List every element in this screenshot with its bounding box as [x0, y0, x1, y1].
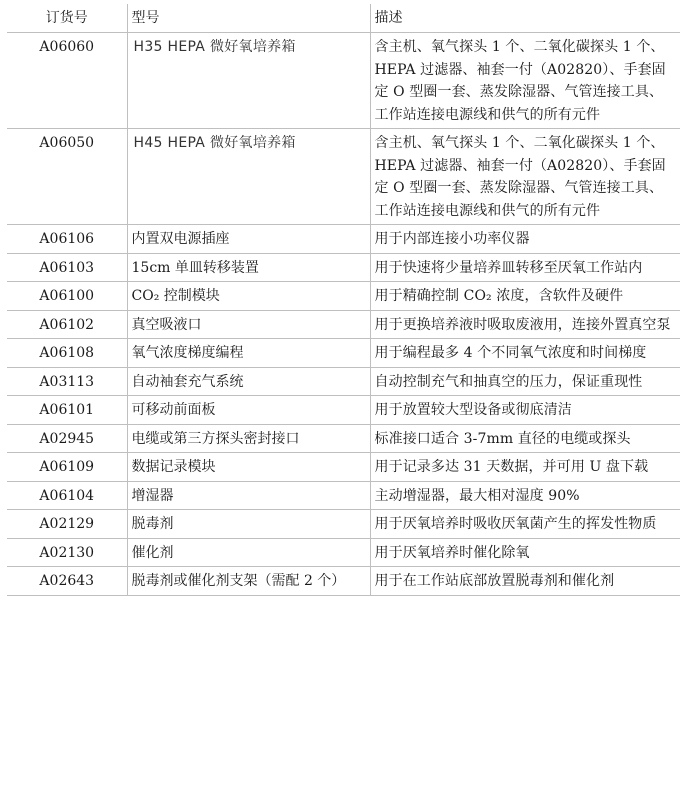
model-cell: 电缆或第三方探头密封接口: [127, 424, 370, 453]
model-cell: CO₂ 控制模块: [127, 282, 370, 311]
model-cell: 脱毒剂或催化剂支架（需配 2 个）: [127, 567, 370, 596]
table-row: [7, 538, 680, 567]
table-row: [7, 567, 680, 596]
description-cell: 自动控制充气和抽真空的压力，保证重现性: [370, 367, 680, 396]
table-row: [7, 339, 680, 368]
order-number-cell: A06102: [7, 310, 127, 339]
order-number-cell: A02945: [7, 424, 127, 453]
order-number-cell: A06050: [7, 129, 127, 225]
table-row: [7, 33, 680, 129]
model-cell: 自动袖套充气系统: [127, 367, 370, 396]
table-row: [7, 253, 680, 282]
order-number-cell: A06100: [7, 282, 127, 311]
product-table-container: [7, 4, 680, 596]
description-cell: 用于放置较大型设备或彻底清洁: [370, 396, 680, 425]
description-cell: 用于内部连接小功率仪器: [370, 225, 680, 254]
order-number-cell: A06103: [7, 253, 127, 282]
order-number-cell: A06101: [7, 396, 127, 425]
table-row: [7, 282, 680, 311]
table-row: [7, 481, 680, 510]
description-cell: 用于精确控制 CO₂ 浓度，含软件及硬件: [370, 282, 680, 311]
table-row: [7, 129, 680, 225]
model-cell: 催化剂: [127, 538, 370, 567]
order-number-cell: A06060: [7, 33, 127, 129]
description-cell: 用于厌氧培养时吸收厌氧菌产生的挥发性物质: [370, 510, 680, 539]
model-cell: H35 HEPA 微好氧培养箱: [127, 33, 370, 129]
order-number-cell: A03113: [7, 367, 127, 396]
description-cell: 用于更换培养液时吸取废液用，连接外置真空泵: [370, 310, 680, 339]
order-number-cell: A02129: [7, 510, 127, 539]
table-row: [7, 310, 680, 339]
model-cell: 脱毒剂: [127, 510, 370, 539]
order-number-cell: A02130: [7, 538, 127, 567]
header-order-number: 订货号: [7, 4, 127, 33]
description-cell: 用于快速将少量培养皿转移至厌氧工作站内: [370, 253, 680, 282]
model-cell: H45 HEPA 微好氧培养箱: [127, 129, 370, 225]
description-cell: 用于在工作站底部放置脱毒剂和催化剂: [370, 567, 680, 596]
model-cell: 真空吸液口: [127, 310, 370, 339]
order-number-cell: A02643: [7, 567, 127, 596]
order-number-cell: A06109: [7, 453, 127, 482]
model-cell: 可移动前面板: [127, 396, 370, 425]
table-row: [7, 424, 680, 453]
description-cell: 含主机、氧气探头 1 个、二氧化碳探头 1 个、HEPA 过滤器、袖套一付（A02820）、手套固定 O 型圈一套、蒸发除湿器、气管连接工具、工作站连接电源线和供气的所有元件: [370, 129, 680, 225]
table-header-row: [7, 4, 680, 33]
table-row: [7, 367, 680, 396]
model-cell: 氧气浓度梯度编程: [127, 339, 370, 368]
description-cell: 主动增湿器，最大相对湿度 90%: [370, 481, 680, 510]
table-row: [7, 396, 680, 425]
model-cell: 内置双电源插座: [127, 225, 370, 254]
description-cell: 用于厌氧培养时催化除氧: [370, 538, 680, 567]
description-cell: 用于编程最多 4 个不同氧气浓度和时间梯度: [370, 339, 680, 368]
model-cell: 15cm 单皿转移装置: [127, 253, 370, 282]
table-row: [7, 510, 680, 539]
table-row: [7, 225, 680, 254]
order-number-cell: A06106: [7, 225, 127, 254]
order-number-cell: A06108: [7, 339, 127, 368]
model-cell: 增湿器: [127, 481, 370, 510]
model-cell: 数据记录模块: [127, 453, 370, 482]
description-cell: 标准接口适合 3-7mm 直径的电缆或探头: [370, 424, 680, 453]
description-cell: 用于记录多达 31 天数据，并可用 U 盘下载: [370, 453, 680, 482]
table-row: [7, 453, 680, 482]
header-description: 描述: [370, 4, 680, 33]
description-cell: 含主机、氧气探头 1 个、二氧化碳探头 1 个、HEPA 过滤器、袖套一付（A02820）、手套固定 O 型圈一套、蒸发除湿器、气管连接工具、工作站连接电源线和供气的所有元件: [370, 33, 680, 129]
order-number-cell: A06104: [7, 481, 127, 510]
product-order-table: [7, 4, 680, 596]
header-model: 型号: [127, 4, 370, 33]
